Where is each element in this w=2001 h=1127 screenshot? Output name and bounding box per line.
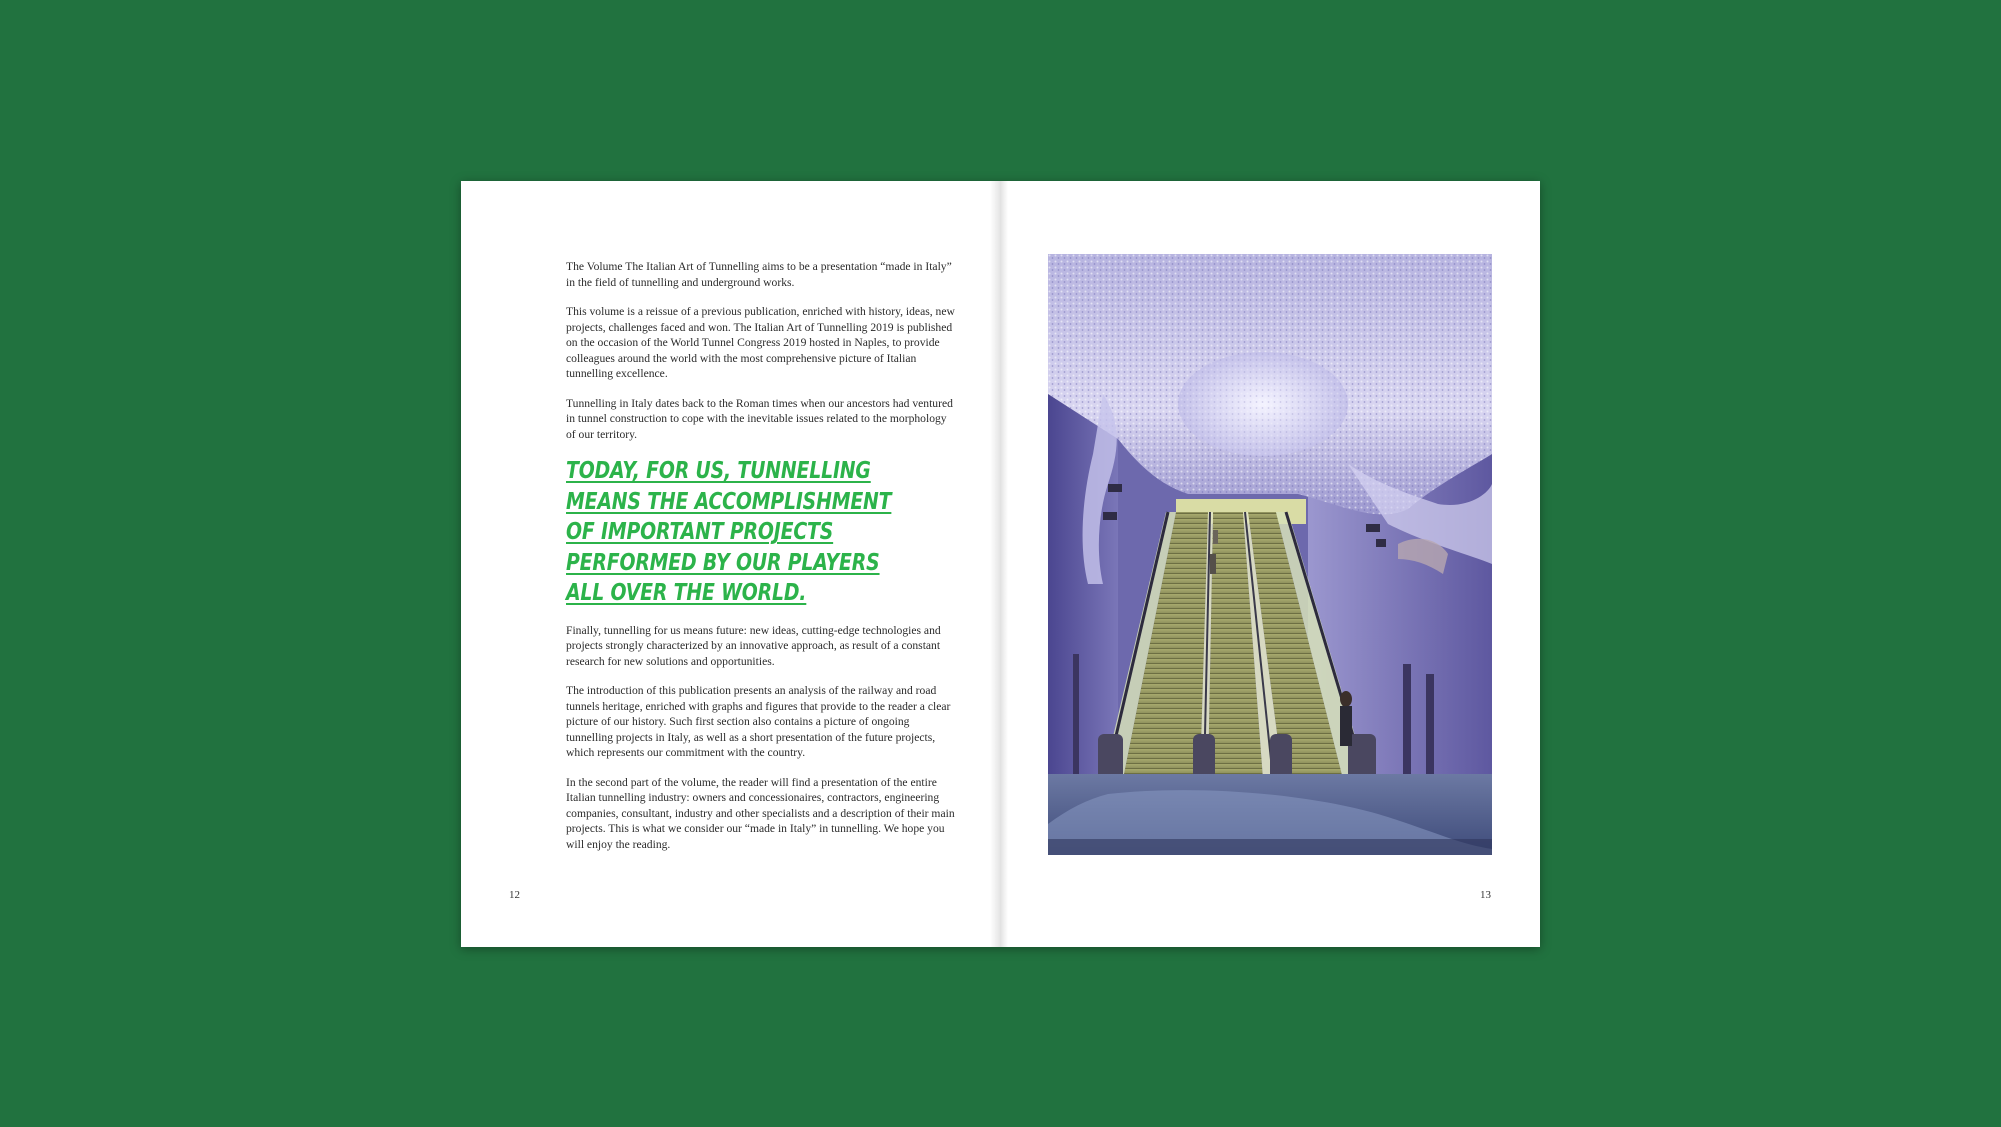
intro-paragraph-2: This volume is a reissue of a previous publication, enriched with history, ideas, new projects, challenges faced and won. The Italian Art of Tunnelling 2019 is published on the occasion of the World Tunnel Congress 2019 hosted in Naples, to provide colleagues around the world with the most comprehensive picture of Italian tunnelling excellence. [566, 305, 955, 380]
text-column [566, 259, 956, 866]
subway-escalators-photo [1048, 254, 1492, 855]
intro-paragraph-1: The Volume The Italian Art of Tunnelling aims to be a presentation “made in Italy” in the field of tunnelling and underground works. [566, 260, 952, 289]
intro-paragraph-3: Tunnelling in Italy dates back to the Roman times when our ancestors had ventured in tunnel construction to cope with the inevitable issues related to the morphology of our territory. [566, 396, 953, 441]
right-page [1000, 181, 1540, 947]
pull-quote: TODAY, FOR US, TUNNELLING MEANS THE ACCOMPLISHMENT OF IMPORTANT PROJECTS PERFORMED BY OUR PLAYERS ALL OVER THE WORLD. [566, 458, 892, 606]
book-spread [461, 181, 1540, 947]
gutter-shadow [1000, 181, 1008, 947]
body-paragraph-3: In the second part of the volume, the reader will find a presentation of the entire Italian tunnelling industry: owners and concessionaires, contractors, engineering companies, consultant, industry and other specialists and a description of their main projects. This is what we consider our “made in Italy” in tunnelling. We hope you will enjoy the reading. [566, 775, 955, 851]
body-paragraph-1: Finally, tunnelling for us means future: new ideas, cutting-edge technologies and projects strongly characterized by an innovative approach, as result of a constant research for new solutions and opportunities. [566, 623, 941, 668]
left-page [461, 181, 1000, 947]
page-number-left: 12 [509, 889, 520, 901]
body-paragraph-2: The introduction of this publication presents an analysis of the railway and road tunnels heritage, enriched with graphs and figures that provide to the reader a clear picture of our history. Such first section also contains a picture of ongoing tunnelling projects in Italy, as well as a short presentation of the future projects, which represents our commitment with the country. [566, 684, 951, 759]
page-number-right: 13 [1480, 889, 1491, 901]
gutter-shadow [990, 181, 1000, 947]
